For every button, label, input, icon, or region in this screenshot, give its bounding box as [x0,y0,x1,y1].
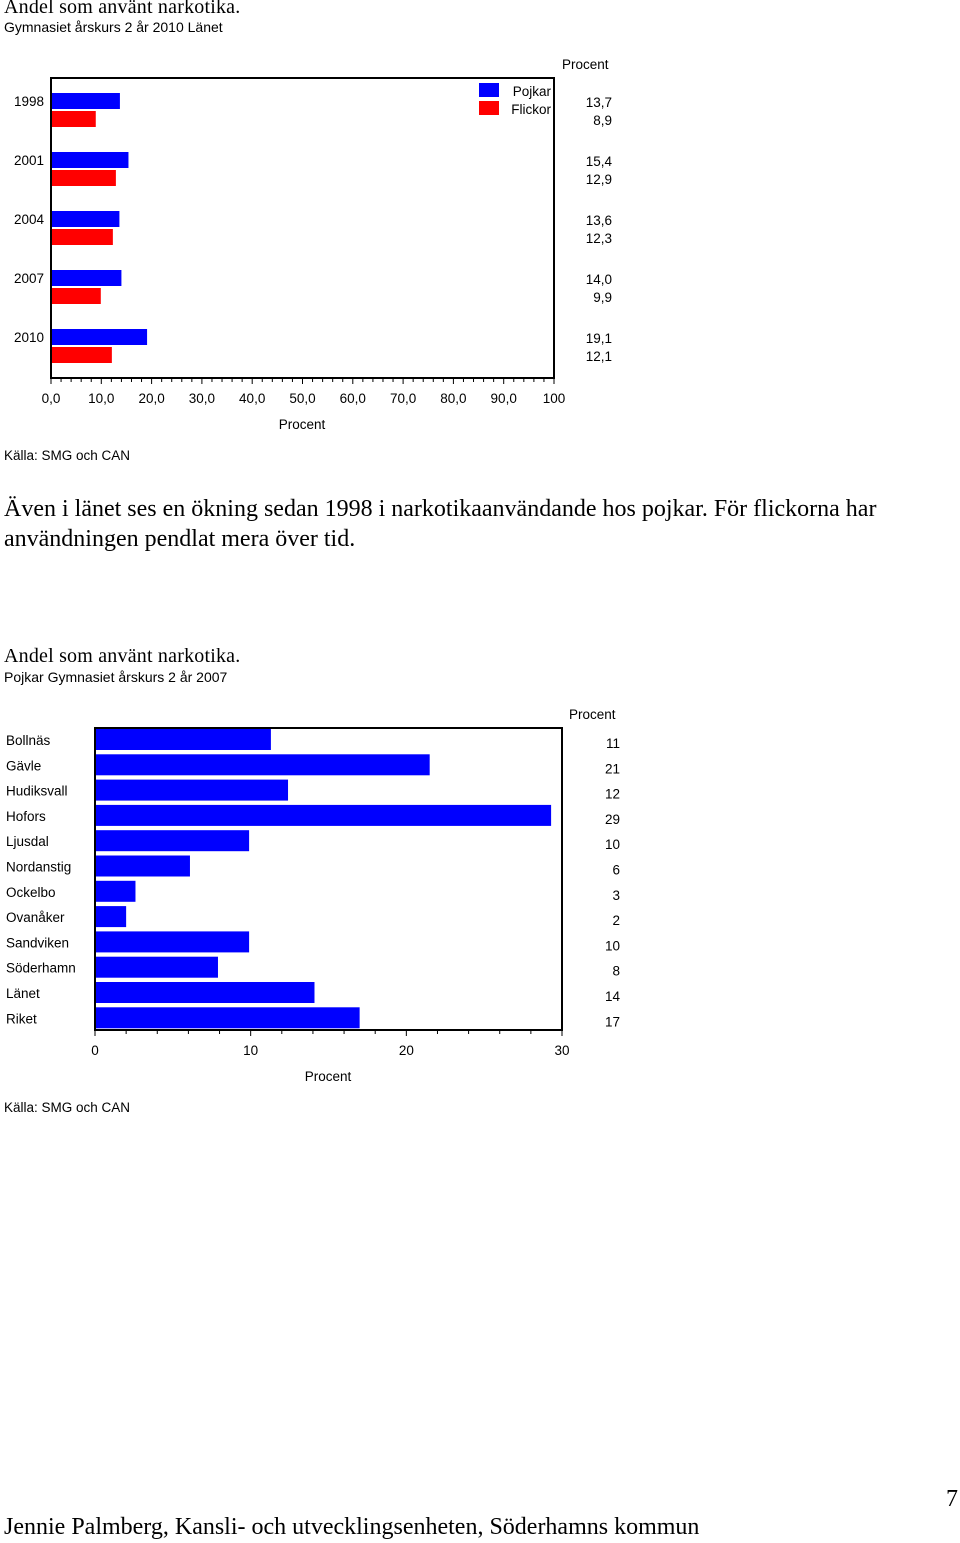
chart2-value-label: 29 [604,811,620,827]
chart2-value-label: 11 [605,736,620,751]
chart2-bar [96,830,249,851]
chart1-tick-label: 80,0 [440,391,467,406]
footer-text: Jennie Palmberg, Kansli- och utvecklingsenheten, Söderhamns kommun [4,1514,700,1540]
chart2-bar [96,856,190,877]
chart1-title: Andel som använt narkotika. [4,0,241,18]
chart1-tick-label: 70,0 [389,391,417,406]
chart2-bar [96,906,126,927]
chart1-value-label: 19,1 [585,331,612,346]
chart2-tick-label: 30 [554,1043,570,1058]
chart1-category-label: 1998 [13,94,44,109]
chart2-bar [96,754,430,775]
chart2-bar [96,982,314,1003]
chart1-legend-label: Pojkar [512,84,551,99]
chart2-value-label: 6 [612,862,620,878]
chart1-category-label: 2001 [13,153,44,168]
chart1-source: Källa: SMG och CAN [4,448,131,463]
chart1-values-header: Procent [562,57,609,72]
chart2-bar [96,931,249,952]
chart2-tick-label: 0 [91,1043,99,1058]
chart2-category-label: Sandviken [6,935,70,951]
chart2-values-header: Procent [569,707,616,722]
chart2-bar [96,1007,360,1028]
chart1-value-label: 13,7 [585,95,612,110]
chart1-tick-label: 0,0 [41,391,61,406]
chart1-subtitle: Gymnasiet årskurs 2 år 2010 Länet [4,19,223,35]
chart1-tick-label: 60,0 [339,391,366,406]
chart1-tick-label: 40,0 [239,391,266,406]
chart2-category-label: Hudiksvall [6,783,68,799]
chart1-value-label: 14,0 [585,272,612,287]
chart1-value-label: 12,1 [585,349,612,364]
chart1-x-axis-label: Procent [278,417,326,432]
chart2-category-label: Nordanstig [6,859,72,875]
page-number: 7 [946,1486,958,1512]
chart2-category-label: Länet [6,986,40,1001]
chart2-value-label: 10 [604,938,620,954]
chart2-title: Andel som använt narkotika. [4,645,241,667]
chart2-bar [96,805,551,826]
chart2-value-label: 14 [604,989,620,1004]
chart1-value-label: 9,9 [593,290,612,305]
body-paragraph: Även i länet ses en ökning sedan 1998 i narkotikaanvändande hos pojkar. För flickorna har användningen pendlat mera över tid. [4,496,877,552]
chart1-value-label: 15,4 [585,154,612,169]
chart2-value-label: 10 [604,837,620,853]
chart2-value-label: 2 [612,913,620,929]
chart2-value-label: 12 [604,786,620,802]
chart2-category-label: Hofors [6,808,46,824]
chart1-value-label: 12,9 [585,172,612,187]
chart2-source: Källa: SMG och CAN [4,1100,131,1115]
chart1-tick-label: 10,0 [88,391,115,406]
chart2-category-label: Ockelbo [6,884,56,900]
chart2-category-label: Gävle [6,758,42,774]
chart2-subtitle: Pojkar Gymnasiet årskurs 2 år 2007 [4,669,228,685]
chart2-category-label: Riket [6,1011,37,1027]
chart2-category-label: Bollnäs [6,733,51,748]
chart1-category-label: 2007 [13,271,44,286]
chart2-tick-label: 20 [398,1043,414,1058]
chart1-category-label: 2004 [13,212,44,227]
chart1-tick-label: 30,0 [188,391,216,406]
chart1-tick-label: 100 [542,391,566,406]
chart2-bar [96,780,288,801]
chart1-category-label: 2010 [13,330,44,345]
chart2-x-axis-label: Procent [304,1069,352,1084]
chart1-tick-label: 90,0 [490,391,517,406]
chart2-category-label: Ljusdal [6,834,49,850]
chart2-bar [96,729,271,750]
chart2-tick-label: 10 [243,1043,259,1058]
chart1-value-label: 13,6 [585,213,612,228]
chart2-bar [96,881,135,902]
chart2-category-label: Söderhamn [6,960,76,976]
chart1-value-label: 12,3 [585,231,612,246]
chart2-value-label: 21 [604,761,620,777]
chart1-tick-label: 20,0 [138,391,165,406]
chart2-category-label: Ovanåker [6,910,65,926]
chart1-legend-label: Flickor [511,102,551,117]
chart2-bar [96,957,218,978]
chart2-value-label: 3 [612,887,620,903]
chart2-value-label: 8 [612,963,620,979]
chart1-value-label: 8,9 [593,113,612,128]
chart1-tick-label: 50,0 [289,391,316,406]
chart2-value-label: 17 [604,1014,620,1030]
